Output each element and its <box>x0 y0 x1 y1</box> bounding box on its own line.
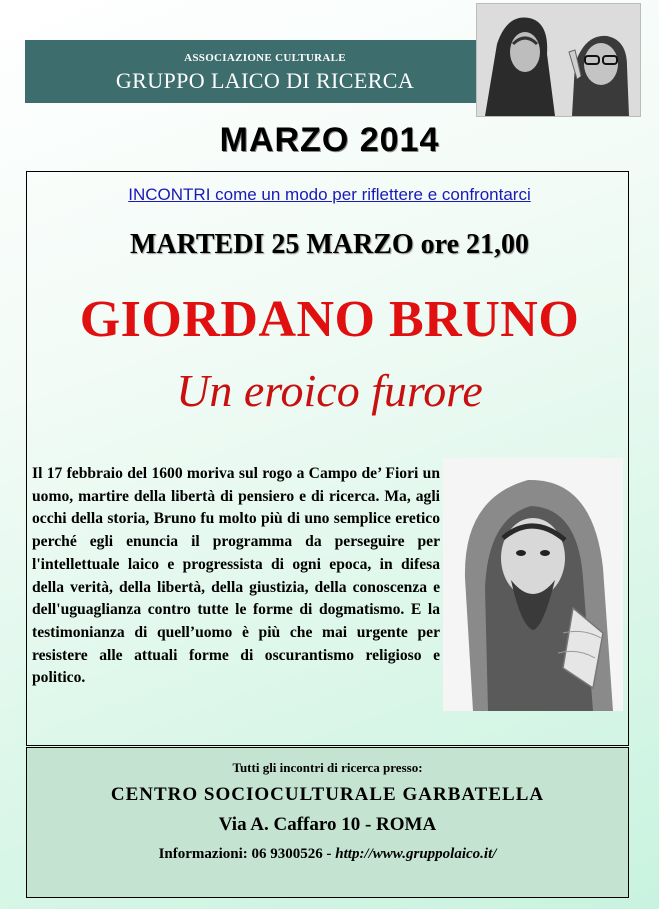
event-title: GIORDANO BRUNO <box>79 291 580 348</box>
portrait-image <box>443 458 623 711</box>
group-name: GRUPPO LAICO DI RICERCA <box>115 68 415 93</box>
event-date-line: MARTEDI 25 MARZO ore 21,00 <box>129 229 530 260</box>
month-title: MARZO 2014 <box>219 121 440 159</box>
footer-info-box <box>26 747 629 898</box>
header-photo <box>476 3 641 117</box>
venue-name: CENTRO SOCIOCULTURALE GARBATELLA <box>110 784 545 805</box>
website-link[interactable]: - http://www.gruppolaico.it/ <box>326 846 497 862</box>
venue-address: Via A. Caffaro 10 - ROMA <box>218 814 437 835</box>
event-description: Il 17 febbraio del 1600 moriva sul rogo a Campo de’ Fiori un uomo, martire della libertà di pensiero e di ricerca. Ma, agli occhi della storia, Bruno fu molto più di uno semplice eretico perché egli enuncia il programma da perseguire per l'intellettuale laico e progressista di ogni epoca, in difesa della verità, della libertà, della giustizia, della conoscenza e dell'uguaglianza contro tutte le forme di dogmatismo. E la testimonianza di quell’uomo è più che mai urgente per resistere alle attuali forme di oscurantismo religioso e politico. <box>32 465 440 687</box>
incontri-line: INCONTRI come un modo per riflettere e confrontarci <box>128 185 531 204</box>
association-label: ASSOCIAZIONE CULTURALE <box>184 52 346 64</box>
phone-number: 06 9300526 <box>251 846 323 862</box>
event-subtitle: Un eroico furore <box>176 365 483 416</box>
header-photo-image <box>477 4 640 116</box>
info-label: Informazioni: <box>158 846 248 862</box>
giordano-bruno-portrait <box>443 458 623 711</box>
footer-intro: Tutti gli incontri di ricerca presso: <box>232 760 423 775</box>
contact-info <box>27 846 628 863</box>
